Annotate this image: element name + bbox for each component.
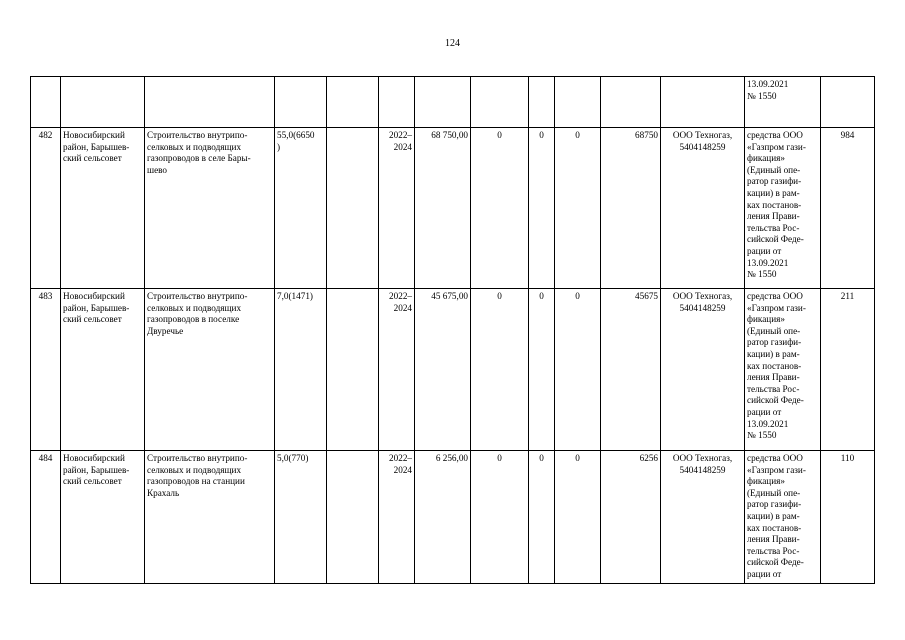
count-cell: 984 — [821, 128, 875, 289]
executor-cell: ООО Техногаз, 5404148259 — [661, 128, 745, 289]
funding-cell: 0 — [555, 128, 601, 289]
continuation-row — [31, 77, 875, 128]
executor-cell: ООО Техногаз, 5404148259 — [661, 289, 745, 451]
funding-cell: 6256 — [601, 451, 661, 584]
funding-cell: 0 — [555, 451, 601, 584]
total-cost-cell: 45 675,00 — [415, 289, 471, 451]
length-cell: 5,0(770) — [275, 451, 327, 584]
funding-cell: 68750 — [601, 128, 661, 289]
funding-cell: 0 — [555, 289, 601, 451]
period-cell: 2022– 2024 — [379, 289, 415, 451]
length-cell: 55,0(6650 ) — [275, 128, 327, 289]
funding-source-cell: средства ООО «Газпром гази- фикация» (Единый опе- ратор газифи- кации) в рам- ках постанов- ления Прави- тельства Рос- сийской Феде- рации от 13.09.2021 № 1550 — [745, 289, 821, 451]
object-cell: Строительство внутрипо- селковых и подводящих газопроводов в поселке Двуречье — [145, 289, 275, 451]
registry-table — [30, 76, 875, 584]
district-cell: Новосибирский район, Барышев- ский сельсовет — [61, 128, 145, 289]
executor-cell: ООО Техногаз, 5404148259 — [661, 451, 745, 584]
empty-cell — [327, 451, 379, 584]
length-cell: 7,0(1471) — [275, 289, 327, 451]
object-cell: Строительство внутрипо- селковых и подводящих газопроводов на станции Крахаль — [145, 451, 275, 584]
page-number: 124 — [445, 38, 460, 49]
table-row — [31, 451, 875, 584]
funding-cell: 0 — [471, 128, 529, 289]
period-cell: 2022– 2024 — [379, 451, 415, 584]
total-cost-cell: 68 750,00 — [415, 128, 471, 289]
funding-cell: 0 — [529, 451, 555, 584]
count-cell: 211 — [821, 289, 875, 451]
empty-cell — [327, 289, 379, 451]
funding-source-text: 13.09.2021 № 1550 — [747, 79, 789, 101]
funding-cell: 45675 — [601, 289, 661, 451]
row-number-cell: 482 — [31, 128, 61, 289]
district-cell: Новосибирский район, Барышев- ский сельсовет — [61, 451, 145, 584]
funding-source-cell — [745, 77, 821, 128]
district-cell: Новосибирский район, Барышев- ский сельсовет — [61, 289, 145, 451]
funding-cell: 0 — [529, 128, 555, 289]
total-cost-cell: 6 256,00 — [415, 451, 471, 584]
object-cell: Строительство внутрипо- селковых и подводящих газопроводов в селе Бары- шево — [145, 128, 275, 289]
funding-source-cell: средства ООО «Газпром гази- фикация» (Единый опе- ратор газифи- кации) в рам- ках постанов- ления Прави- тельства Рос- сийской Феде- рации от — [745, 451, 821, 584]
row-number-cell: 483 — [31, 289, 61, 451]
funding-cell: 0 — [471, 451, 529, 584]
funding-source-cell: средства ООО «Газпром гази- фикация» (Единый опе- ратор газифи- кации) в рам- ках постанов- ления Прави- тельства Рос- сийской Феде- рации от 13.09.2021 № 1550 — [745, 128, 821, 289]
period-cell: 2022– 2024 — [379, 128, 415, 289]
table-row — [31, 289, 875, 451]
funding-cell: 0 — [529, 289, 555, 451]
row-number-cell: 484 — [31, 451, 61, 584]
count-cell: 110 — [821, 451, 875, 584]
table-row — [31, 128, 875, 289]
funding-cell: 0 — [471, 289, 529, 451]
empty-cell — [327, 128, 379, 289]
